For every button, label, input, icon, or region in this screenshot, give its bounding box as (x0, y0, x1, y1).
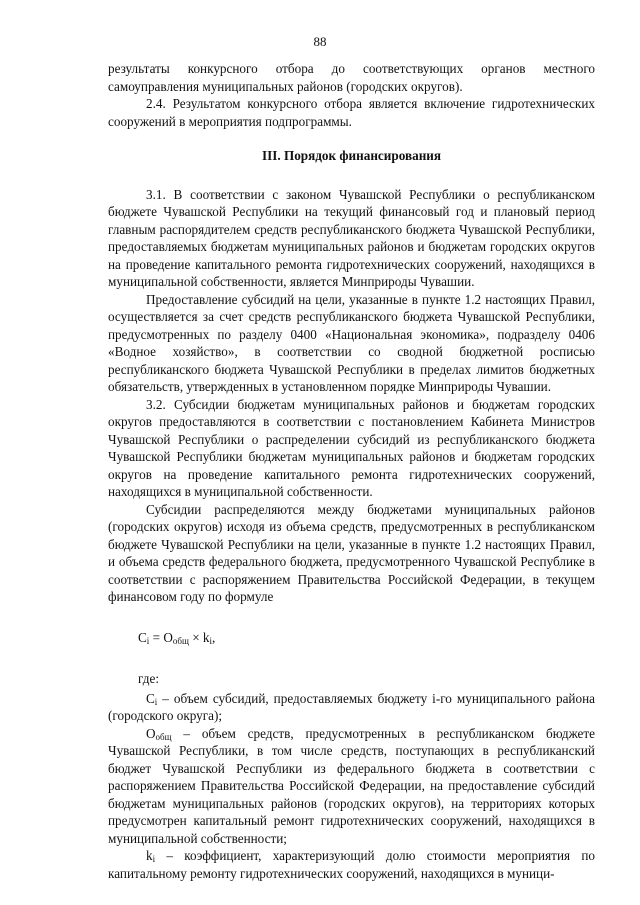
page-number: 88 (313, 34, 327, 49)
definition-ci-symbol: C (146, 690, 155, 706)
definition-o (108, 725, 595, 848)
paragraph-subsidy-distribution: Субсидии распределяются между бюджетами муниципальных районов (городских округов) исходя из объема средств, предусмотренных в республиканском бюджете Чувашской Республики на цели, указанные в пункте 1.2 настоящих Правил, и объема средств федерального бюджета, предусмотренного Чувашской Республике в соответствии с распоряжением Правительства Российской Федерации, в текущем финансовом году по формуле (108, 501, 595, 604)
definition-ci-subscript: i (154, 696, 158, 707)
paragraph-3-2: 3.2. Субсидии бюджетам муниципальных районов и бюджетам городских округов предоставляются в соответствии с постановлением Кабинета Министров Чувашской Республики о распределении субсидий из республиканского бюджета Чувашской Республики бюджетам муниципальных районов и бюджетам городских округов на проведение капитального ремонта гидротехнических сооружений, находящихся в муниципальной собственности. (108, 396, 595, 499)
formula (138, 629, 595, 647)
formula-o-subscript: общ (172, 635, 189, 646)
paragraph-subsidy-provision: Предоставление субсидий на цели, указанные в пункте 1.2 настоящих Правил, осуществляется за счет средств республиканского бюджета Чувашской Республики, предусмотренных по разделу 0400 «Национальная экономика», подразделу 0406 «Водное хозяйство», в соответствии со сводной бюджетной росписью республиканского бюджета Чувашской Республики в пределах лимитов бюджетных обязательств, утвержденных в установленном порядке Минприроды Чувашии. (108, 291, 595, 394)
definition-k (108, 847, 595, 882)
formula-equals: = O (149, 629, 173, 645)
definition-k-text: – коэффициент, характеризующий долю стоимости мероприятия по капитальному ремонту гидротехнических сооружений, находящихся в муници- (108, 848, 595, 881)
formula-lhs: C (138, 629, 147, 645)
definition-o-symbol: O (146, 725, 156, 741)
paragraph-results-transfer: результаты конкурсного отбора до соответствующих органов местного самоуправления муниципальных районов (городских округов). (108, 61, 595, 94)
definition-ci-text: – объем субсидий, предоставляемых бюджету i-го муниципального района (городского округа); (108, 690, 595, 723)
paragraph-2-4: 2.4. Результатом конкурсного отбора является включение гидротехнических сооружений в мероприятия подпрограммы. (108, 96, 595, 129)
paragraph-3-1: 3.1. В соответствии с законом Чувашской Республики о республиканском бюджете Чувашской Республики на текущий финансовый год и плановый период главным распорядителем средств республиканского бюджета Чувашской Республики, предоставляемых бюджетам муниципальных районов и бюджетам городских округов на проведение капитального ремонта гидротехнических сооружений, находящихся в муниципальной собственности, является Минприроды Чувашии. (108, 186, 595, 289)
document-body (108, 60, 595, 882)
definition-k-subscript: i (152, 854, 156, 864)
formula-k-subscript: i (209, 635, 213, 646)
formula-end: , (212, 629, 216, 645)
definition-o-text: – объем средств, предусмотренных в республиканском бюджете Чувашской Республики, в том числе средств, поступающих в республиканский бюджет Чувашской Республики из федерального бюджета в соответствии с распоряжением Правительства Российской Федерации, на предоставление субсидий бюджетам муниципальных районов (городских округов), на территориях которых предусмотрен капитальный ремонт гидротехнических сооружений, находящихся в муниципальной собственности; (108, 725, 595, 846)
where-label: где: (138, 671, 159, 686)
section-heading-financing: III. Порядок финансирования (261, 148, 442, 163)
definition-k-symbol: k (146, 848, 153, 863)
definition-o-subscript: общ (155, 731, 172, 742)
definition-ci (108, 690, 595, 725)
formula-lhs-subscript: i (146, 635, 150, 646)
formula-times: × k (188, 629, 210, 645)
